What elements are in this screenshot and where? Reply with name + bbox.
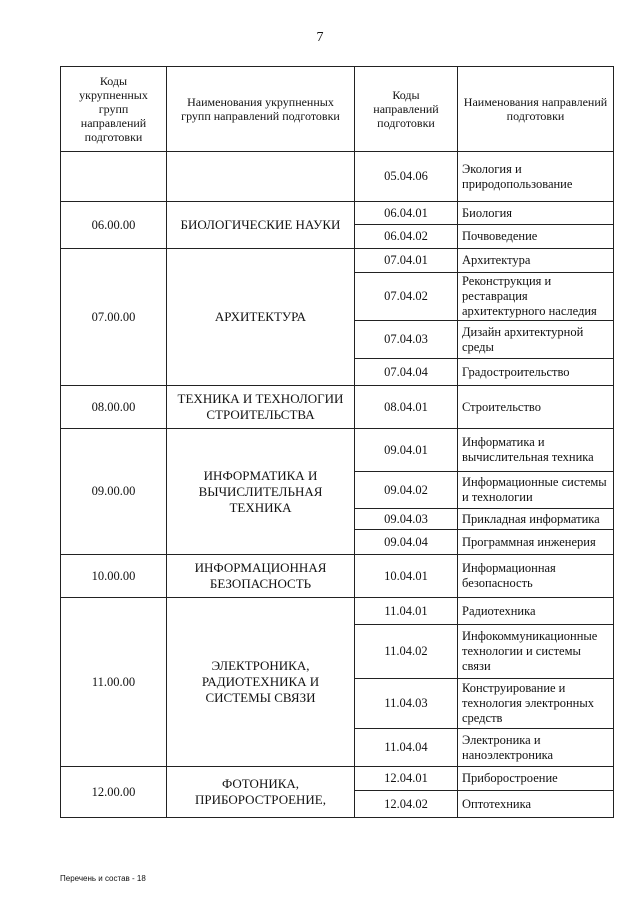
group-code-cell: 11.00.00 bbox=[61, 598, 167, 767]
group-code-cell: 07.00.00 bbox=[61, 249, 167, 386]
group-name-cell: АРХИТЕКТУРА bbox=[167, 249, 355, 386]
direction-name-cell: Прикладная информатика bbox=[458, 509, 614, 530]
header-group-code: Коды укрупненных групп направлений подготовки bbox=[61, 67, 167, 152]
table-header-row bbox=[61, 67, 614, 152]
table-row bbox=[61, 429, 614, 472]
direction-code-cell: 12.04.02 bbox=[355, 791, 458, 818]
direction-code-cell: 06.04.02 bbox=[355, 225, 458, 249]
table-row bbox=[61, 555, 614, 598]
direction-name-cell: Электроника и наноэлектроника bbox=[458, 729, 614, 767]
direction-name-cell: Информатика и вычислительная техника bbox=[458, 429, 614, 472]
group-name-cell: ЭЛЕКТРОНИКА, РАДИОТЕХНИКА И СИСТЕМЫ СВЯЗИ bbox=[167, 598, 355, 767]
group-name-cell: БИОЛОГИЧЕСКИЕ НАУКИ bbox=[167, 202, 355, 249]
group-code-cell: 06.00.00 bbox=[61, 202, 167, 249]
group-name-cell: ИНФОРМАТИКА И ВЫЧИСЛИТЕЛЬНАЯ ТЕХНИКА bbox=[167, 429, 355, 555]
table-row bbox=[61, 152, 614, 202]
direction-name-cell: Реконструкция и реставрация архитектурного наследия bbox=[458, 273, 614, 321]
header-direction-code: Коды направлений подготовки bbox=[355, 67, 458, 152]
page-number: 7 bbox=[316, 30, 324, 45]
direction-code-cell: 09.04.01 bbox=[355, 429, 458, 472]
direction-name-cell: Конструирование и технология электронных средств bbox=[458, 679, 614, 729]
direction-code-cell: 10.04.01 bbox=[355, 555, 458, 598]
group-code-cell: 12.00.00 bbox=[61, 767, 167, 818]
table-row bbox=[61, 598, 614, 625]
direction-name-cell: Инфокоммуникационные технологии и системы связи bbox=[458, 625, 614, 679]
direction-code-cell: 11.04.02 bbox=[355, 625, 458, 679]
direction-code-cell: 06.04.01 bbox=[355, 202, 458, 225]
group-code-cell: 09.00.00 bbox=[61, 429, 167, 555]
direction-name-cell: Программная инженерия bbox=[458, 530, 614, 555]
direction-code-cell: 07.04.01 bbox=[355, 249, 458, 273]
table-body bbox=[61, 152, 614, 818]
group-code-cell: 08.00.00 bbox=[61, 386, 167, 429]
direction-code-cell: 11.04.01 bbox=[355, 598, 458, 625]
header-group-name: Наименования укрупненных групп направлений подготовки bbox=[167, 67, 355, 152]
direction-name-cell: Экология и природопользование bbox=[458, 152, 614, 202]
group-code-cell: 10.00.00 bbox=[61, 555, 167, 598]
direction-name-cell: Информационные системы и технологии bbox=[458, 472, 614, 509]
group-name-cell bbox=[167, 152, 355, 202]
direction-code-cell: 11.04.03 bbox=[355, 679, 458, 729]
direction-code-cell: 07.04.04 bbox=[355, 359, 458, 386]
direction-name-cell: Радиотехника bbox=[458, 598, 614, 625]
direction-name-cell: Биология bbox=[458, 202, 614, 225]
direction-name-cell: Дизайн архитектурной среды bbox=[458, 321, 614, 359]
direction-name-cell: Архитектура bbox=[458, 249, 614, 273]
direction-name-cell: Оптотехника bbox=[458, 791, 614, 818]
group-name-cell: ТЕХНИКА И ТЕХНОЛОГИИ СТРОИТЕЛЬСТВА bbox=[167, 386, 355, 429]
table-row bbox=[61, 202, 614, 225]
direction-code-cell: 07.04.03 bbox=[355, 321, 458, 359]
direction-name-cell: Приборостроение bbox=[458, 767, 614, 791]
direction-name-cell: Информационная безопасность bbox=[458, 555, 614, 598]
table-row bbox=[61, 386, 614, 429]
direction-code-cell: 12.04.01 bbox=[355, 767, 458, 791]
direction-code-cell: 05.04.06 bbox=[355, 152, 458, 202]
table-row bbox=[61, 249, 614, 273]
directions-table bbox=[60, 66, 614, 818]
direction-code-cell: 07.04.02 bbox=[355, 273, 458, 321]
direction-name-cell: Почвоведение bbox=[458, 225, 614, 249]
direction-code-cell: 09.04.04 bbox=[355, 530, 458, 555]
group-code-cell bbox=[61, 152, 167, 202]
footer-note: Перечень и состав - 18 bbox=[60, 874, 146, 883]
direction-code-cell: 09.04.03 bbox=[355, 509, 458, 530]
header-direction-name: Наименования направлений подготовки bbox=[458, 67, 614, 152]
group-name-cell: ФОТОНИКА, ПРИБОРОСТРОЕНИЕ, bbox=[167, 767, 355, 818]
direction-code-cell: 09.04.02 bbox=[355, 472, 458, 509]
direction-code-cell: 08.04.01 bbox=[355, 386, 458, 429]
direction-code-cell: 11.04.04 bbox=[355, 729, 458, 767]
table-row bbox=[61, 767, 614, 791]
direction-name-cell: Градостроительство bbox=[458, 359, 614, 386]
group-name-cell: ИНФОРМАЦИОННАЯ БЕЗОПАСНОСТЬ bbox=[167, 555, 355, 598]
direction-name-cell: Строительство bbox=[458, 386, 614, 429]
